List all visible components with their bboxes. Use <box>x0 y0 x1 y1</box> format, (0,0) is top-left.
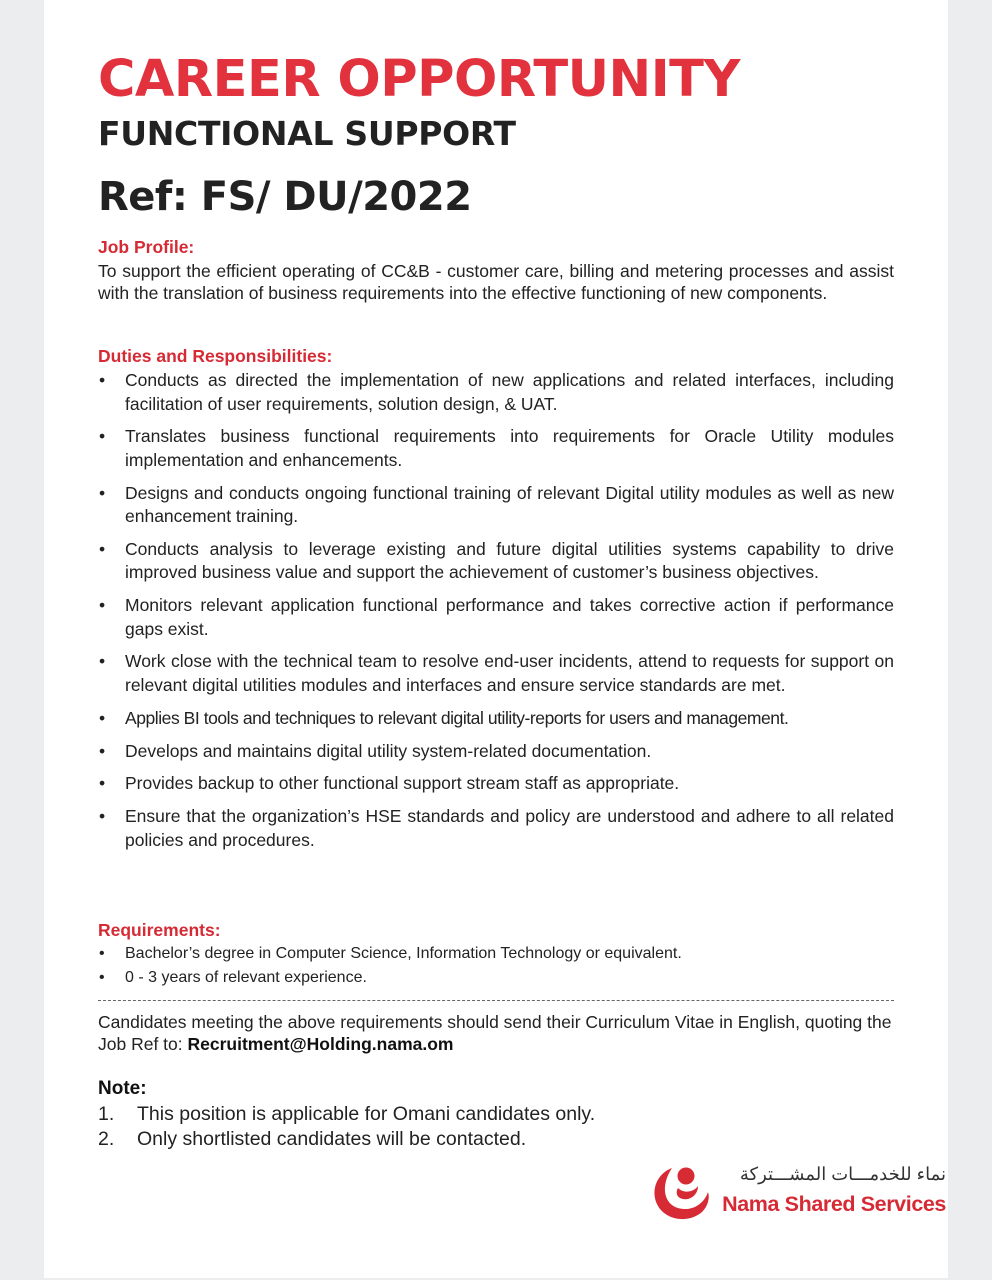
company-logo <box>648 1160 948 1230</box>
application-text: Candidates meeting the above requirements should send their Curriculum Vitae in English, quoting the Job Ref to: <box>98 1012 892 1054</box>
requirement-item: • Bachelor’s degree in Computer Science, Information Technology or equivalent. <box>98 942 894 966</box>
duty-item: • Monitors relevant application functional performance and takes corrective action if performance gaps exist. <box>98 594 894 641</box>
note-text: Only shortlisted candidates will be contacted. <box>137 1128 527 1150</box>
job-reference: Ref: FS/ DU/2022 <box>98 174 472 220</box>
recruitment-email-link[interactable]: Recruitment@Holding.nama.om <box>187 1034 454 1054</box>
note-item <box>98 1102 798 1127</box>
requirements-list <box>98 942 894 990</box>
notes-list <box>98 1102 798 1152</box>
document-page <box>44 0 948 1278</box>
duty-item: • Work close with the technical team to resolve end-user incidents, attend to requests for support on relevant digital utilities modules and interfaces and ensure service standards are met. <box>98 650 894 697</box>
note-number: 1. <box>98 1103 115 1125</box>
duty-item: • Develops and maintains digital utility system-related documentation. <box>98 740 894 764</box>
job-profile-heading: Job Profile: <box>98 237 195 257</box>
requirements-heading: Requirements: <box>98 920 221 940</box>
note-text: This position is applicable for Omani candidates only. <box>137 1103 596 1125</box>
note-heading: Note: <box>98 1078 147 1099</box>
duty-item: • Designs and conducts ongoing functional training of relevant Digital utility modules as well as new enhancement training. <box>98 482 894 529</box>
section-divider <box>98 1000 894 1001</box>
logo-english-name: Nama Shared Services <box>722 1192 946 1216</box>
logo-arabic-name: نماء للخدمـــات المشـــتركة <box>739 1164 946 1184</box>
page-title: CAREER OPPORTUNITY <box>98 50 740 109</box>
duty-item: • Translates business functional requirements into requirements for Oracle Utility modules implementation and enhancements. <box>98 425 894 472</box>
duty-item: • Applies BI tools and techniques to relevant digital utility-reports for users and management. <box>98 707 894 731</box>
note-item <box>98 1127 798 1152</box>
job-profile-text: To support the efficient operating of CC&B - customer care, billing and metering processes and assist with the translation of business requirements into the effective functioning of new components. <box>98 261 894 303</box>
nama-logo-icon <box>648 1160 710 1224</box>
application-instructions <box>98 1011 894 1055</box>
duty-item: • Provides backup to other functional support stream staff as appropriate. <box>98 772 894 796</box>
job-title: FUNCTIONAL SUPPORT <box>98 114 516 153</box>
duty-item: • Conducts as directed the implementation of new applications and related interfaces, including facilitation of user requirements, solution design, & UAT. <box>98 369 894 416</box>
requirement-item: • 0 - 3 years of relevant experience. <box>98 966 894 990</box>
duty-item: • Conducts analysis to leverage existing and future digital utilities systems capability to drive improved business value and support the achievement of customer’s business objectives. <box>98 538 894 585</box>
duties-heading: Duties and Responsibilities: <box>98 346 333 366</box>
note-number: 2. <box>98 1128 115 1150</box>
duty-item: • Ensure that the organization’s HSE standards and policy are understood and adhere to all related policies and procedures. <box>98 805 894 852</box>
duties-list <box>98 369 894 861</box>
